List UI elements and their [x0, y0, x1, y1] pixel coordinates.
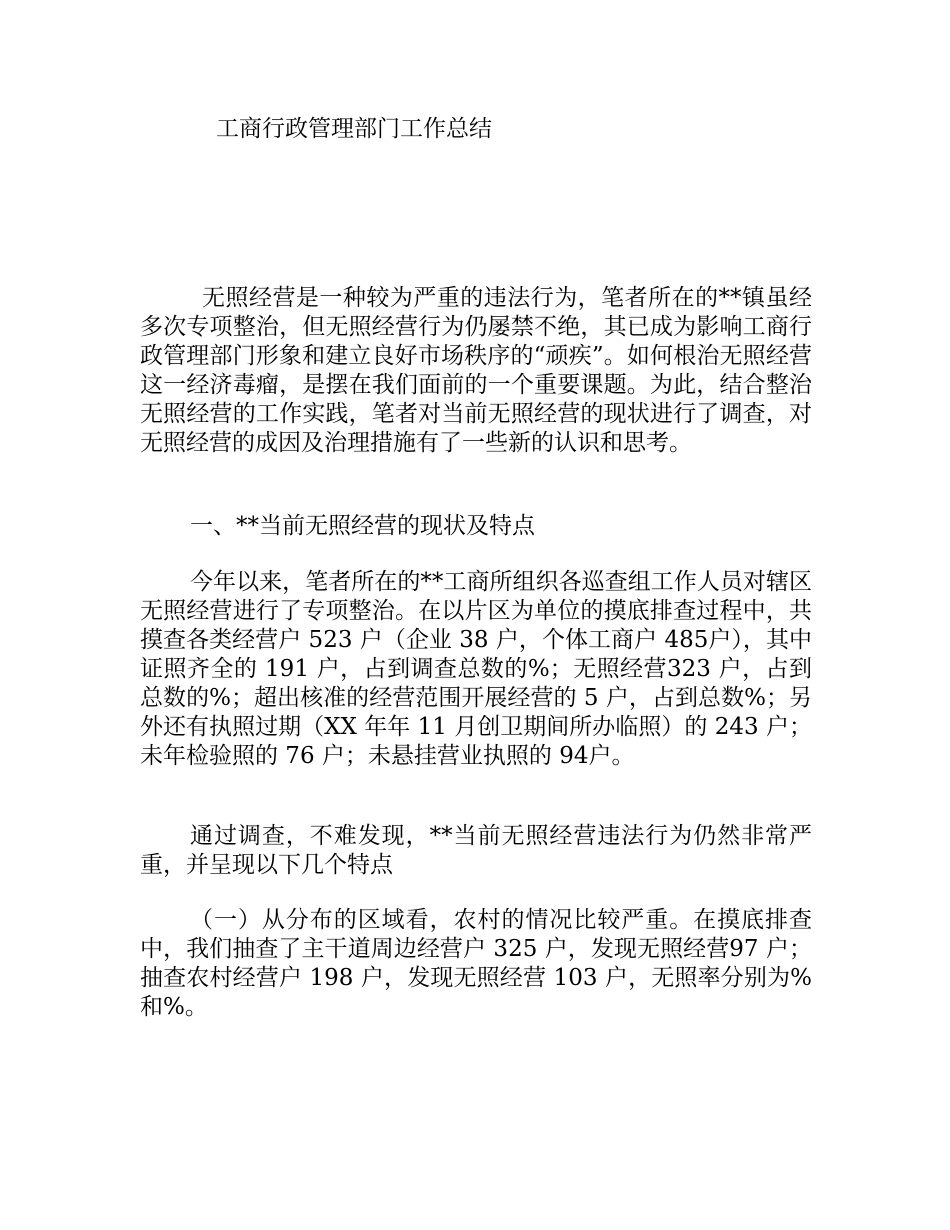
- document-title: 工商行政管理部门工作总结: [216, 116, 492, 142]
- section-heading-1: 一、**当前无照经营的现状及特点: [190, 513, 535, 539]
- paragraph-survey-results: 今年以来，笔者所在的**工商所组织各巡查组工作人员对辖区无照经营进行了专项整治。在以片区为单位的摸底排查过程中，共摸查各类经营户 523 户（企业 38 户，个体工商户 485户），其中证照齐全的 191 户，占到调查总数的%；无照经营323 户，占到总数的%；超出核准的经营范围开展经营的 5 户，占到总数%；另外还有执照过期（XX 年年 11 月创卫期间所办临照）的 243 户；未年检验照的 76 户；未悬挂营业执照的 94户。: [140, 569, 812, 769]
- paragraph-intro: 无照经营是一种较为严重的违法行为，笔者所在的**镇虽经多次专项整治，但无照经营行为仍屡禁不绝，其已成为影响工商行政管理部门形象和建立良好市场秩序的“顽疾”。如何根治无照经营这一经济毒瘤，是摆在我们面前的一个重要课题。为此，结合整治无照经营的工作实践，笔者对当前无照经营的现状进行了调查，对无照经营的成因及治理措施有了一些新的认识和思考。: [140, 285, 812, 456]
- paragraph-findings: 通过调查，不难发现，**当前无照经营违法行为仍然非常严重，并呈现以下几个特点: [140, 823, 812, 878]
- paragraph-characteristic-1: （一）从分布的区域看，农村的情况比较严重。在摸底排查中，我们抽查了主干道周边经营户 325 户，发现无照经营97 户；抽查农村经营户 198 户，发现无照经营 103 户，无照率分别为%和%。: [140, 907, 812, 1020]
